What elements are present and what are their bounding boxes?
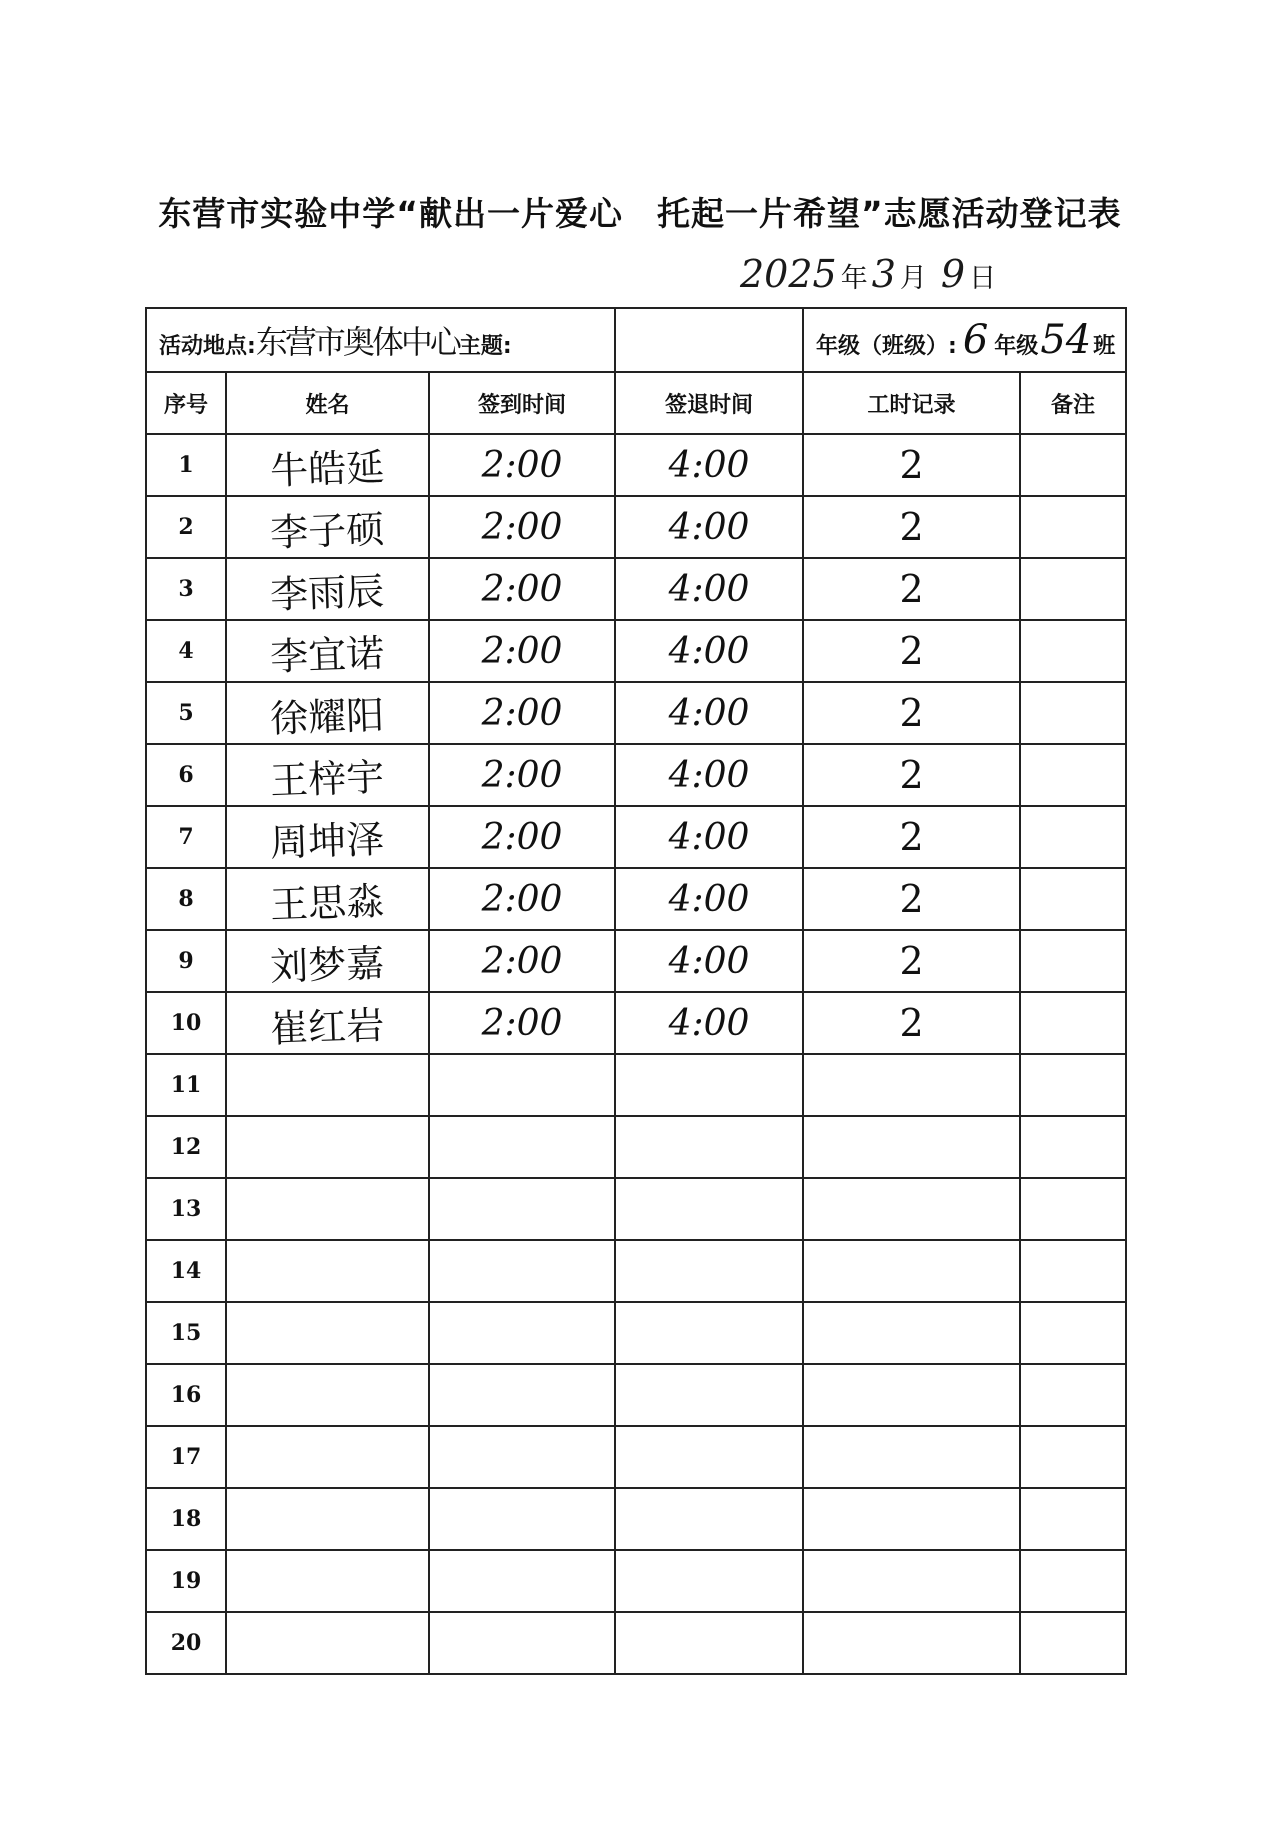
table-row [146,1116,1126,1178]
row-note [1020,1364,1126,1426]
row-seq: 5 [146,682,226,744]
row-note [1020,1612,1126,1674]
row-checkout-text: 4:00 [668,940,750,982]
row-checkout [615,620,803,682]
row-checkout [615,1302,803,1364]
row-seq: 12 [146,1116,226,1178]
row-name [226,1612,429,1674]
row-checkout-text: 4:00 [668,692,750,734]
row-checkout [615,1612,803,1674]
table-row [146,1550,1126,1612]
grade-mid: 年级 [994,334,1039,359]
row-note [1020,1426,1126,1488]
row-hours-text: 2 [899,691,924,735]
row-checkin [429,868,615,930]
row-hours [803,682,1020,744]
table-row [146,620,1126,682]
table-row [146,1302,1126,1364]
table-row [146,744,1126,806]
row-name [226,1488,429,1550]
row-name-text: 李宜诺 [269,630,386,679]
row-hours [803,992,1020,1054]
row-name [226,930,429,992]
row-name [226,1550,429,1612]
row-checkout [615,1240,803,1302]
row-checkout [615,1488,803,1550]
table-row [146,558,1126,620]
form-title: 东营市实验中学“献出一片爱心 托起一片希望”志愿活动登记表 [158,194,1122,233]
row-hours [803,806,1020,868]
place-theme-cell [146,308,615,372]
row-hours-text: 2 [899,1001,924,1045]
row-seq: 15 [146,1302,226,1364]
row-name [226,744,429,806]
row-checkin [429,496,615,558]
row-checkout [615,1550,803,1612]
row-hours [803,496,1020,558]
row-note [1020,744,1126,806]
row-checkout-text: 4:00 [668,506,750,548]
row-name-text: 王梓宇 [269,754,386,803]
row-hours [803,1488,1020,1550]
row-checkin [429,1302,615,1364]
row-note [1020,1550,1126,1612]
row-checkin [429,806,615,868]
row-seq: 20 [146,1612,226,1674]
row-checkout [615,930,803,992]
row-hours [803,1612,1020,1674]
table-row [146,1364,1126,1426]
row-checkin-text: 2:00 [481,816,563,858]
row-checkin [429,1240,615,1302]
row-note [1020,930,1126,992]
row-hours [803,868,1020,930]
row-seq: 8 [146,868,226,930]
row-name [226,868,429,930]
row-checkout [615,434,803,496]
row-checkin [429,1426,615,1488]
theme-value-cell [615,308,803,372]
row-checkout [615,868,803,930]
header-note: 备注 [1020,372,1126,434]
theme-label: 主题: [458,334,512,359]
row-checkin [429,558,615,620]
row-name-text: 刘梦嘉 [269,940,386,989]
row-note [1020,992,1126,1054]
row-checkin [429,1116,615,1178]
row-name [226,620,429,682]
row-hours-text: 2 [899,877,924,921]
row-note [1020,496,1126,558]
row-checkout [615,744,803,806]
row-checkout-text: 4:00 [668,754,750,796]
row-name [226,1240,429,1302]
row-hours-text: 2 [899,443,924,487]
row-seq: 10 [146,992,226,1054]
row-seq: 7 [146,806,226,868]
row-seq: 16 [146,1364,226,1426]
row-name-text: 周坤泽 [269,816,386,865]
grade-label: 年级（班级）: [816,334,957,359]
table-row [146,1612,1126,1674]
row-name [226,1178,429,1240]
row-note [1020,682,1126,744]
row-name [226,1364,429,1426]
row-seq: 11 [146,1054,226,1116]
row-checkin-text: 2:00 [481,1002,563,1044]
header-seq: 序号 [146,372,226,434]
row-hours [803,744,1020,806]
date-year: 2025 [740,252,837,296]
row-checkin-text: 2:00 [481,568,563,610]
row-note [1020,558,1126,620]
row-name [226,1054,429,1116]
row-name [226,1302,429,1364]
row-checkout-text: 4:00 [668,1002,750,1044]
row-seq: 6 [146,744,226,806]
place-label: 活动地点: [159,334,256,359]
row-hours-text: 2 [899,567,924,611]
row-checkout-text: 4:00 [668,568,750,610]
row-checkout [615,992,803,1054]
date-year-label: 年 [840,263,868,294]
row-hours [803,930,1020,992]
table-row [146,1488,1126,1550]
row-name [226,992,429,1054]
row-checkout-text: 4:00 [668,444,750,486]
row-seq: 19 [146,1550,226,1612]
row-seq: 14 [146,1240,226,1302]
row-hours [803,558,1020,620]
row-hours-text: 2 [899,815,924,859]
row-checkin [429,1364,615,1426]
row-name-text: 徐耀阳 [269,692,386,741]
table-row [146,930,1126,992]
table-row [146,434,1126,496]
row-checkin [429,1488,615,1550]
row-hours [803,1550,1020,1612]
row-name-text: 崔红岩 [269,1002,386,1051]
row-checkin [429,620,615,682]
row-note [1020,620,1126,682]
row-name [226,434,429,496]
row-hours [803,434,1020,496]
header-checkin: 签到时间 [429,372,615,434]
row-checkin-text: 2:00 [481,444,563,486]
row-checkout [615,1054,803,1116]
form-date [740,252,996,302]
row-checkout [615,496,803,558]
row-seq: 3 [146,558,226,620]
row-checkin [429,434,615,496]
table-row [146,682,1126,744]
date-month: 3 [871,252,896,296]
row-checkin-text: 2:00 [481,506,563,548]
row-checkout-text: 4:00 [668,878,750,920]
row-hours-text: 2 [899,753,924,797]
row-checkout [615,1178,803,1240]
row-checkin-text: 2:00 [481,754,563,796]
row-name [226,1116,429,1178]
row-checkin [429,682,615,744]
row-checkin [429,744,615,806]
row-name [226,806,429,868]
row-hours [803,1302,1020,1364]
row-checkout-text: 4:00 [668,630,750,672]
row-name [226,1426,429,1488]
row-name [226,496,429,558]
row-name-text: 牛皓延 [269,444,386,493]
row-name-text: 李子硕 [269,506,386,555]
row-checkin [429,1612,615,1674]
row-checkout [615,682,803,744]
registration-table [145,307,1127,1675]
class-value: 54 [1040,317,1092,363]
table-row [146,1426,1126,1488]
date-day-label: 日 [969,263,997,294]
row-note [1020,1178,1126,1240]
row-seq: 18 [146,1488,226,1550]
row-hours [803,620,1020,682]
header-checkout: 签退时间 [615,372,803,434]
table-row [146,1240,1126,1302]
row-checkin [429,930,615,992]
row-checkout [615,1364,803,1426]
grade-cell [803,308,1126,372]
row-checkin-text: 2:00 [481,878,563,920]
row-checkout [615,558,803,620]
table-row [146,1054,1126,1116]
row-note [1020,1488,1126,1550]
table-row [146,868,1126,930]
row-seq: 1 [146,434,226,496]
row-note [1020,1116,1126,1178]
rows-body [146,434,1126,1674]
class-suffix: 班 [1093,334,1116,359]
header-row [146,372,1126,434]
grade-value: 6 [962,317,989,363]
row-seq: 17 [146,1426,226,1488]
row-seq: 13 [146,1178,226,1240]
row-hours [803,1364,1020,1426]
row-checkin-text: 2:00 [481,630,563,672]
table-row [146,496,1126,558]
row-seq: 9 [146,930,226,992]
row-hours [803,1426,1020,1488]
row-seq: 2 [146,496,226,558]
row-hours [803,1178,1020,1240]
row-note [1020,1240,1126,1302]
row-checkout [615,1116,803,1178]
row-name-text: 李雨辰 [269,568,386,617]
row-checkin [429,992,615,1054]
table-row [146,1178,1126,1240]
row-checkin-text: 2:00 [481,940,563,982]
table-row [146,806,1126,868]
date-month-label: 月 [899,263,927,294]
row-hours [803,1240,1020,1302]
row-name [226,558,429,620]
row-note [1020,434,1126,496]
row-hours-text: 2 [899,939,924,983]
row-name-text: 王思淼 [269,878,386,927]
place-value: 东营市奥体中心 [255,323,459,361]
row-seq: 4 [146,620,226,682]
row-checkin [429,1550,615,1612]
row-checkin-text: 2:00 [481,692,563,734]
table-row [146,992,1126,1054]
row-hours-text: 2 [899,505,924,549]
row-checkin [429,1178,615,1240]
row-hours [803,1116,1020,1178]
info-row [146,308,1126,372]
row-checkout-text: 4:00 [668,816,750,858]
row-checkout [615,806,803,868]
row-note [1020,1054,1126,1116]
row-checkin [429,1054,615,1116]
header-hours: 工时记录 [803,372,1020,434]
row-note [1020,1302,1126,1364]
row-hours-text: 2 [899,629,924,673]
row-checkout [615,1426,803,1488]
header-name: 姓名 [226,372,429,434]
row-hours [803,1054,1020,1116]
row-name [226,682,429,744]
row-note [1020,806,1126,868]
row-note [1020,868,1126,930]
date-day: 9 [940,252,966,296]
